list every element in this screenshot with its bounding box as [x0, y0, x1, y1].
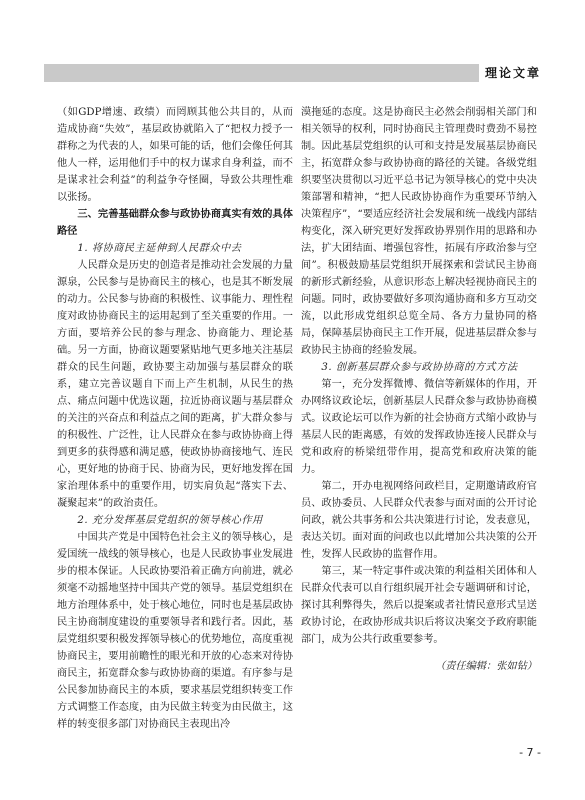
left-column — [57, 104, 293, 733]
body-paragraph: 第一，充分发挥微博、微信等新媒体的作用，开办网络议政论坛，创新基层人民群众参与政协协商模式。议政论坛可以作为新的社会协商方式缩小政协与基层人民的距离感，有效的发挥政协连接人民群众与党和政府的桥梁纽带作用，提高党和政府决策的能力。 — [301, 379, 537, 475]
section-heading: 三、完善基础群众参与政协协商真实有效的具体路径 — [57, 208, 293, 237]
subsection-heading: 3. 创新基层群众参与政协协商的方式方法 — [321, 362, 518, 373]
section-title: 理论文章 — [479, 64, 541, 82]
body-paragraph: （如GDP增速、政绩）而罔顾其他公共目的，从而造成协商“失效”，基层政协就陷入了“把权力授予一群称之为代表的人，如果可能的话，他们会像任何其他人一样，运用他们手中的权力谋求自身利益，而不是谋求社会利益”的利益争夺怪圈，导致公共理性难以张扬。 — [57, 107, 293, 203]
subsection-heading: 2. 充分发挥基层党组织的领导核心作用 — [77, 515, 263, 526]
right-column — [301, 104, 537, 675]
editor-credit: （责任编辑：张如钻） — [435, 661, 537, 672]
body-paragraph: 第二，开办电视网络问政栏目，定期邀请政府官员、政协委员、人民群众代表参与面对面的公开讨论问政，就公共事务和公共决策进行讨论，发表意见，表达关切。面对面的问政也以此增加公共决策的公开性，发挥人民政协的监督作用。 — [301, 481, 537, 560]
header-bar — [44, 64, 540, 82]
page-number: - 7 - — [519, 746, 541, 759]
body-paragraph: 漠拖延的态度。这是协商民主必然会削弱相关部门和相关领导的权利，同时协商民主管理费时费劲不易控制。因此基层党组织的认可和支持是发展基层协商民主，拓宽群众参与政协协商的路径的关键。各级党组织要坚决贯彻以习近平总书记为领导核心的党中央决策部署和精神，“把人民政协协商作为重要环节纳入决策程序”，“要适应经济社会发展和统一战线内部结构变化，深入研究更好发挥政协界别作用的思路和办法，扩大团结面、增强包容性，拓展有序政治参与空间”。积极鼓励基层党组织开展探索和尝试民主协商的新形式新经验，从意识形态上解决轻视协商民主的问题。同时，政协要做好多项沟通协商和多方互动交流，以此形成党组织总览全局、各方力量协同的格局，保障基层协商民主工作开展，促进基层群众参与政协民主协商的经验发展。 — [301, 107, 537, 356]
body-paragraph: 人民群众是历史的创造者是推动社会发展的力量源泉，公民参与是协商民主的核心，也是其不断发展的动力。公民参与协商的积极性、议事能力、理性程度对政协协商民主的运用起到了至关重要的作用。一方面，要培养公民的参与理念、协商能力、理论基础。另一方面，协商议题要紧贴地气更多地关注基层群众的民生问题，政协要主动加强与基层群众的联系，建立完善议题自下而上产生机制，从民生的热点、痛点问题中优选议题，拉近协商议题与基层群众的关注的兴奋点和利益点之间的距离，扩大群众参与的积极性、广泛性，让人民群众在参与政协协商上得到更多的获得感和满足感，使政协协商接地气、连民心，更好地的协商于民、协商为民，更好地发挥在国家治理体系中的重要作用，切实肩负起“落实下去、凝聚起来”的政治责任。 — [57, 260, 293, 509]
body-paragraph: 第三，某一特定事件或决策的利益相关团体和人民群众代表可以自行组织展开社会专题调研和讨论，探讨其利弊得失，然后以提案或者社情民意形式呈送政协讨论，在政协形成共识后将议决案交予政府职能部门，成为公共行政重要参考。 — [301, 566, 537, 645]
body-paragraph: 中国共产党是中国特色社会主义的领导核心，是爱国统一战线的领导核心，也是人民政协事业发展进步的根本保证。人民政协要沿着正确方向前进，就必须毫不动摇地坚持中国共产党的领导。基层党组织在地方治理体系中，处于核心地位，同时也是基层政协民主协商制度建设的重要领导者和践行者。因此，基层党组织要积极发挥领导核心的优势地位，高度重视协商民主，要用前瞻性的眼光和开放的心态来对待协商民主，拓宽群众参与政协协商的渠道。有序参与是公民参加协商民主的本质，要求基层党组织转变工作方式调整工作态度，由为民做主转变为由民做主，这样的转变很多部门对协商民主表现出冷 — [57, 532, 293, 730]
subsection-heading: 1. 将协商民主延伸到人民群众中去 — [77, 243, 242, 254]
